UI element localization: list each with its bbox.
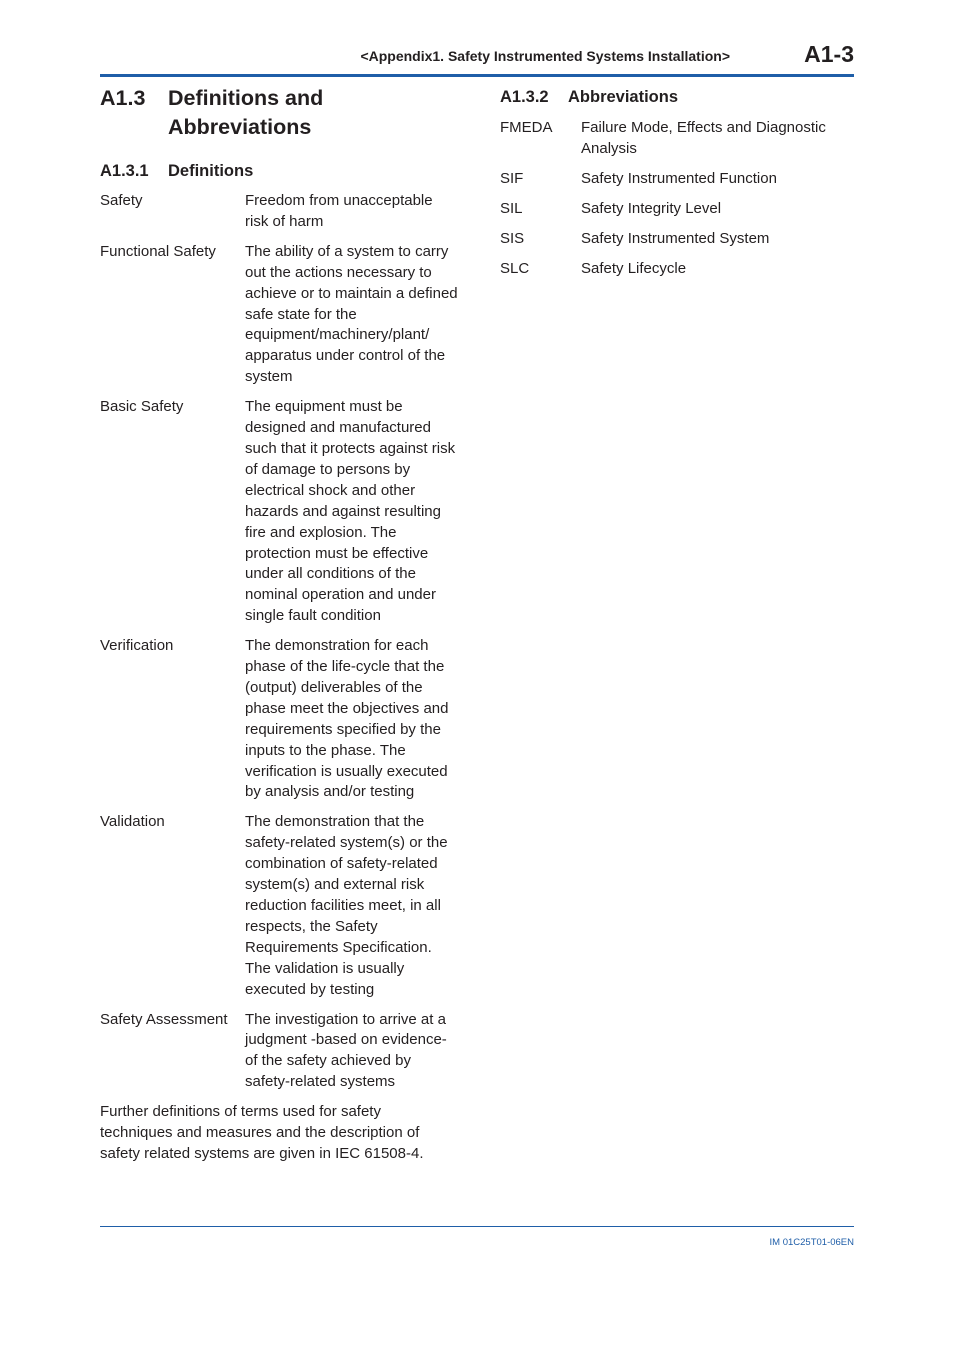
definition-term: Safety bbox=[100, 192, 143, 209]
abbreviation-text: Safety Lifecycle bbox=[581, 259, 687, 277]
definitions-heading bbox=[100, 160, 460, 182]
page-number: A1-3 bbox=[804, 41, 854, 67]
abbreviation-row bbox=[500, 118, 854, 160]
abbreviations-heading bbox=[500, 86, 854, 108]
right-column bbox=[500, 84, 854, 288]
abbreviation-term: SLC bbox=[500, 259, 530, 277]
abbreviation-row bbox=[500, 169, 854, 190]
section-number: A1.3 bbox=[100, 86, 146, 110]
definition-text: Freedom from unacceptable risk of harm bbox=[245, 192, 433, 230]
definitions-list bbox=[100, 191, 460, 1093]
definition-row bbox=[100, 191, 460, 233]
definition-term: Verification bbox=[100, 637, 174, 655]
definitions-number: A1.3.1 bbox=[100, 162, 149, 180]
document-id: IM 01C25T01-06EN bbox=[769, 1237, 854, 1248]
abbreviation-row bbox=[500, 229, 854, 250]
abbreviation-term: SIS bbox=[500, 229, 525, 247]
abbreviations-title: Abbreviations bbox=[568, 88, 679, 106]
definitions-title: Definitions bbox=[168, 162, 254, 180]
definition-row bbox=[100, 636, 460, 803]
definition-row bbox=[100, 1010, 460, 1094]
section-title: Definitions and Abbreviations bbox=[168, 86, 324, 139]
abbreviation-term: FMEDA bbox=[500, 119, 553, 136]
abbreviation-row bbox=[500, 259, 854, 280]
definition-row bbox=[100, 812, 460, 1000]
abbreviation-text: Safety Instrumented System bbox=[581, 229, 770, 247]
abbreviation-text: Safety Integrity Level bbox=[581, 199, 722, 217]
section-heading bbox=[100, 84, 460, 142]
abbreviation-row bbox=[500, 199, 854, 220]
definition-text: The equipment must be designed and manufactured such that it protects against risk of damage to persons by electrical shock and other hazards and against resulting fire and explosion. The protection must be effective under all conditions of the nominal operation and under single fault condition bbox=[245, 398, 456, 625]
abbreviation-text: Safety Instrumented Function bbox=[581, 169, 777, 187]
abbreviation-text: Failure Mode, Effects and Diagnostic Analysis bbox=[581, 119, 826, 157]
definition-term: Functional Safety bbox=[100, 242, 216, 260]
definition-term: Safety Assessment bbox=[100, 1010, 228, 1028]
left-column bbox=[100, 84, 460, 1165]
definition-row bbox=[100, 397, 460, 627]
definition-text: The ability of a system to carry out the actions necessary to achieve or to maintain a defined safe state for the equipment/machinery/plant/ apparatus under control of the system bbox=[245, 242, 458, 386]
abbreviations-number: A1.3.2 bbox=[500, 88, 549, 106]
abbreviation-term: SIF bbox=[500, 169, 524, 187]
definition-term: Validation bbox=[100, 813, 165, 831]
header-rule bbox=[100, 74, 854, 77]
abbreviations-list bbox=[500, 118, 854, 279]
definition-text: The demonstration for each phase of the life-cycle that the (output) deliverables of the phase meet the objectives and requirements specified by the inputs to the phase. The verification is usually executed by analysis and/or testing bbox=[245, 637, 449, 801]
footer-rule bbox=[100, 1226, 854, 1227]
definition-term: Basic Safety bbox=[100, 398, 184, 416]
header-title: <Appendix1. Safety Instrumented Systems Installation> bbox=[360, 48, 730, 64]
definition-text: The demonstration that the safety-related system(s) or the combination of safety-related system(s) and external risk reduction facilities meet, in all respects, the Safety Requirements Specification. The validation is usually executed by testing bbox=[245, 813, 448, 998]
definition-text: The investigation to arrive at a judgment -based on evidence- of the safety achieved by safety-related systems bbox=[245, 1010, 447, 1091]
definitions-closing-paragraph: Further definitions of terms used for safety techniques and measures and the description of safety related systems are given in IEC 61508-4. bbox=[100, 1103, 424, 1162]
definition-row bbox=[100, 242, 460, 388]
abbreviation-term: SIL bbox=[500, 199, 523, 217]
